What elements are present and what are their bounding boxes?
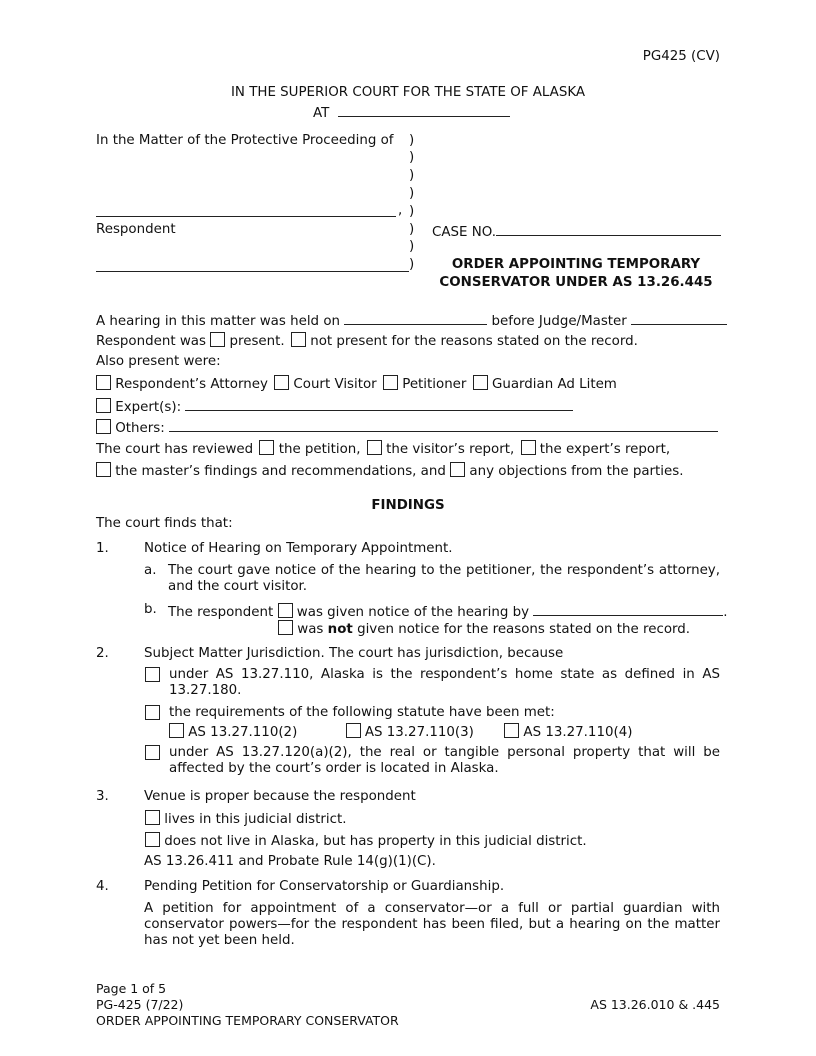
expert-report-label: the expert’s report, [539, 442, 671, 457]
venue-option-1 [145, 810, 347, 828]
others-field[interactable] [169, 418, 718, 432]
item1-b-row1: The respondent was given notice of the hearing by . [168, 602, 728, 621]
visitor-checkbox[interactable] [274, 375, 289, 390]
attorney-checkbox[interactable] [96, 375, 111, 390]
not-given-notice-label: given notice for the reasons stated on the record. [357, 622, 691, 637]
respondent-second-line[interactable] [96, 271, 409, 272]
court-location-field[interactable] [338, 103, 510, 117]
statute-110-4-checkbox[interactable] [504, 723, 519, 738]
item1-title: Notice of Hearing on Temporary Appointment. [144, 541, 453, 556]
petition-checkbox[interactable] [259, 440, 274, 455]
hearing-date-field[interactable] [344, 311, 487, 325]
others-checkbox[interactable] [96, 419, 111, 434]
paren: ) [409, 133, 415, 148]
statute-110-4-label: AS 13.27.110(4) [523, 725, 633, 740]
paren: ) [409, 204, 415, 219]
expert-report-checkbox[interactable] [521, 440, 536, 455]
present-checkbox[interactable] [210, 332, 225, 347]
court-title: IN THE SUPERIOR COURT FOR THE STATE OF ALASKA [230, 85, 586, 100]
master-findings-checkbox[interactable] [96, 462, 111, 477]
item1-a-text: The court gave notice of the hearing to the petitioner, the respondent’s attorney, and the court visitor. [168, 563, 720, 594]
item1-b-label: b. [144, 602, 157, 617]
objections-checkbox[interactable] [450, 462, 465, 477]
respondent-label: Respondent [96, 222, 176, 237]
comma: , [398, 203, 403, 218]
paren: ) [409, 150, 415, 165]
footer-form: PG-425 (7/22) [96, 997, 184, 1012]
respondent-label: The respondent [168, 605, 274, 620]
also-present-label: Also present were: [96, 354, 221, 369]
item-number: 3. [96, 789, 109, 804]
property-in-district-checkbox[interactable] [145, 832, 160, 847]
visitor-report-checkbox[interactable] [367, 440, 382, 455]
item2-title: Subject Matter Jurisdiction. The court has jurisdiction, because [144, 646, 564, 661]
form-code: PG425 (CV) [642, 49, 720, 64]
gal-checkbox[interactable] [473, 375, 488, 390]
not-given-notice-checkbox[interactable] [278, 620, 293, 635]
statute-110-2-checkbox[interactable] [169, 723, 184, 738]
item1-a-label: a. [144, 563, 157, 578]
experts-field[interactable] [185, 397, 573, 411]
home-state-checkbox[interactable] [145, 667, 160, 682]
property-in-district-label: does not live in Alaska, but has property in this judicial district. [164, 834, 587, 849]
paren: ) [409, 257, 415, 272]
reviewed-label: The court has reviewed [96, 442, 254, 457]
experts-row [96, 397, 573, 416]
judge-label: before Judge/Master [491, 314, 627, 329]
reviewed-row [96, 440, 670, 458]
item4-title: Pending Petition for Conservatorship or Guardianship. [144, 879, 505, 894]
not-emphasis: not [327, 622, 353, 637]
paren: ) [409, 222, 415, 237]
present-label: present. [229, 334, 285, 349]
others-label: Others: [115, 421, 165, 436]
item4-text: A petition for appointment of a conservator—or a full or partial guardian with conservator powers—for the respondent has been filed, but a hearing on the matter has not yet been held. [144, 901, 720, 948]
order-title-line2: CONSERVATOR UNDER AS 13.26.445 [439, 275, 713, 290]
venue-option-2 [145, 832, 587, 850]
statute-110-3-checkbox[interactable] [346, 723, 361, 738]
statute-options [169, 723, 632, 741]
paren: ) [409, 239, 415, 254]
footer-page: Page 1 of 5 [96, 981, 167, 996]
respondent-presence [96, 332, 638, 350]
item-number: 4. [96, 879, 109, 894]
objections-label: any objections from the parties. [469, 464, 684, 479]
hearing-held-label: A hearing in this matter was held on [96, 314, 340, 329]
court-location [313, 103, 510, 122]
experts-label: Expert(s): [115, 400, 182, 415]
case-number [432, 222, 721, 241]
experts-checkbox[interactable] [96, 398, 111, 413]
item-number: 2. [96, 646, 109, 661]
venue-reference: AS 13.26.411 and Probate Rule 14(g)(1)(C). [144, 854, 436, 869]
petitioner-label: Petitioner [402, 377, 467, 392]
property-checkbox[interactable] [145, 745, 160, 760]
item1-b-row2 [278, 620, 690, 638]
given-notice-label: was given notice of the hearing by [296, 605, 530, 620]
judge-field[interactable] [631, 311, 727, 325]
case-no-field[interactable] [496, 222, 721, 236]
notice-by-field[interactable] [533, 602, 723, 616]
paren: ) [409, 168, 415, 183]
attorney-label: Respondent’s Attorney [115, 377, 268, 392]
property-text: under AS 13.27.120(a)(2), the real or tangible personal property that will be affected by the court’s order is located in Alaska. [169, 745, 720, 776]
statute-110-2-label: AS 13.27.110(2) [188, 725, 298, 740]
reviewed-row-2 [96, 462, 683, 480]
item3-title: Venue is proper because the respondent [144, 789, 416, 804]
at-label: AT [313, 106, 330, 121]
not-present-label: not present for the reasons stated on the record. [310, 334, 638, 349]
petitioner-checkbox[interactable] [383, 375, 398, 390]
was-label: was [297, 622, 324, 637]
footer-title: ORDER APPOINTING TEMPORARY CONSERVATOR [96, 1013, 399, 1028]
lives-in-district-label: lives in this judicial district. [164, 812, 347, 827]
given-notice-checkbox[interactable] [278, 603, 293, 618]
home-state-text: under AS 13.27.110, Alaska is the respondent’s home state as defined in AS 13.27.180. [169, 667, 720, 698]
not-present-checkbox[interactable] [291, 332, 306, 347]
respondent-was-label: Respondent was [96, 334, 206, 349]
findings-intro: The court finds that: [96, 516, 233, 531]
case-no-label: CASE NO. [432, 225, 496, 240]
statute-met-checkbox[interactable] [145, 705, 160, 720]
others-row [96, 418, 718, 437]
statute-110-3-label: AS 13.27.110(3) [364, 725, 474, 740]
visitor-label: Court Visitor [293, 377, 377, 392]
respondent-name-line[interactable] [96, 216, 396, 217]
attendees-row [96, 375, 617, 393]
matter-label: In the Matter of the Protective Proceeding of [96, 133, 394, 148]
footer-statute: AS 13.26.010 & .445 [590, 997, 720, 1012]
visitor-report-label: the visitor’s report, [386, 442, 515, 457]
master-findings-label: the master’s findings and recommendations, and [115, 464, 446, 479]
hearing-line [96, 311, 727, 330]
paren: ) [409, 186, 415, 201]
findings-heading: FINDINGS [371, 498, 445, 513]
order-title-line1: ORDER APPOINTING TEMPORARY [451, 257, 701, 272]
gal-label: Guardian Ad Litem [491, 377, 617, 392]
petition-label: the petition, [278, 442, 361, 457]
lives-in-district-checkbox[interactable] [145, 810, 160, 825]
statute-met-text: the requirements of the following statute have been met: [169, 705, 555, 720]
item-number: 1. [96, 541, 109, 556]
